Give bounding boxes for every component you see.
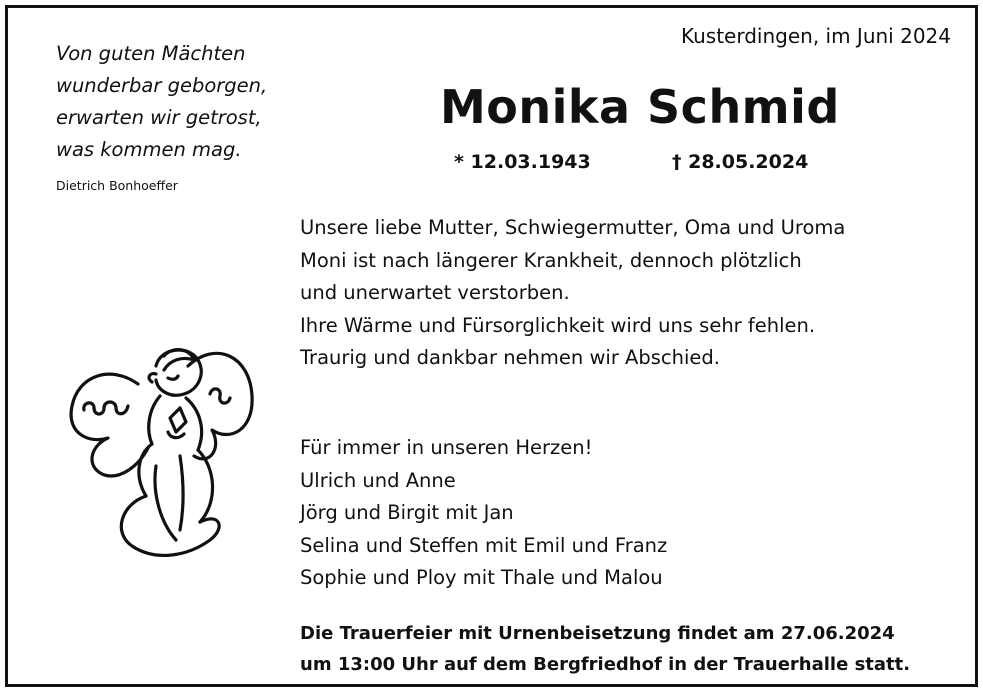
mourner-line: Sophie und Ploy mit Thale und Malou	[300, 566, 663, 589]
deceased-name: Monika Schmid	[440, 80, 840, 134]
praying-angel-icon	[60, 326, 260, 566]
mourner-line: Jörg und Birgit mit Jan	[300, 501, 514, 524]
message-line: Unsere liebe Mutter, Schwiegermutter, Oma und Uroma	[300, 216, 846, 239]
service-info	[300, 618, 910, 680]
quote-author: Dietrich Bonhoeffer	[56, 178, 178, 193]
quote-line: was kommen mag.	[56, 138, 242, 161]
service-line: um 13:00 Uhr auf dem Bergfriedhof in der Trauerhalle statt.	[300, 654, 911, 675]
message-line: und unerwartet verstorben.	[300, 281, 570, 304]
message-line: Traurig und dankbar nehmen wir Abschied.	[300, 346, 720, 369]
birth-date: * 12.03.1943	[454, 151, 591, 173]
mourner-line: Für immer in unseren Herzen!	[300, 436, 593, 459]
message-line: Moni ist nach längerer Krankheit, dennoch plötzlich	[300, 248, 802, 272]
mourners	[300, 432, 667, 595]
quote-line: Von guten Mächten	[56, 42, 246, 65]
obituary-card	[5, 5, 978, 687]
mourner-line: Selina und Steffen mit Emil und Franz	[300, 533, 668, 557]
message	[300, 212, 845, 375]
place-date: Kusterdingen, im Juni 2024	[680, 24, 951, 48]
quote-line: wunderbar geborgen,	[56, 74, 268, 97]
quote	[56, 38, 267, 166]
message-line: Ihre Wärme und Fürsorglichkeit wird uns sehr fehlen.	[300, 313, 816, 337]
mourner-line: Ulrich und Anne	[300, 468, 456, 492]
death-date: † 28.05.2024	[672, 151, 809, 173]
quote-line: erwarten wir getrost,	[56, 106, 262, 129]
service-line: Die Trauerfeier mit Urnenbeisetzung findet am 27.06.2024	[300, 623, 895, 644]
